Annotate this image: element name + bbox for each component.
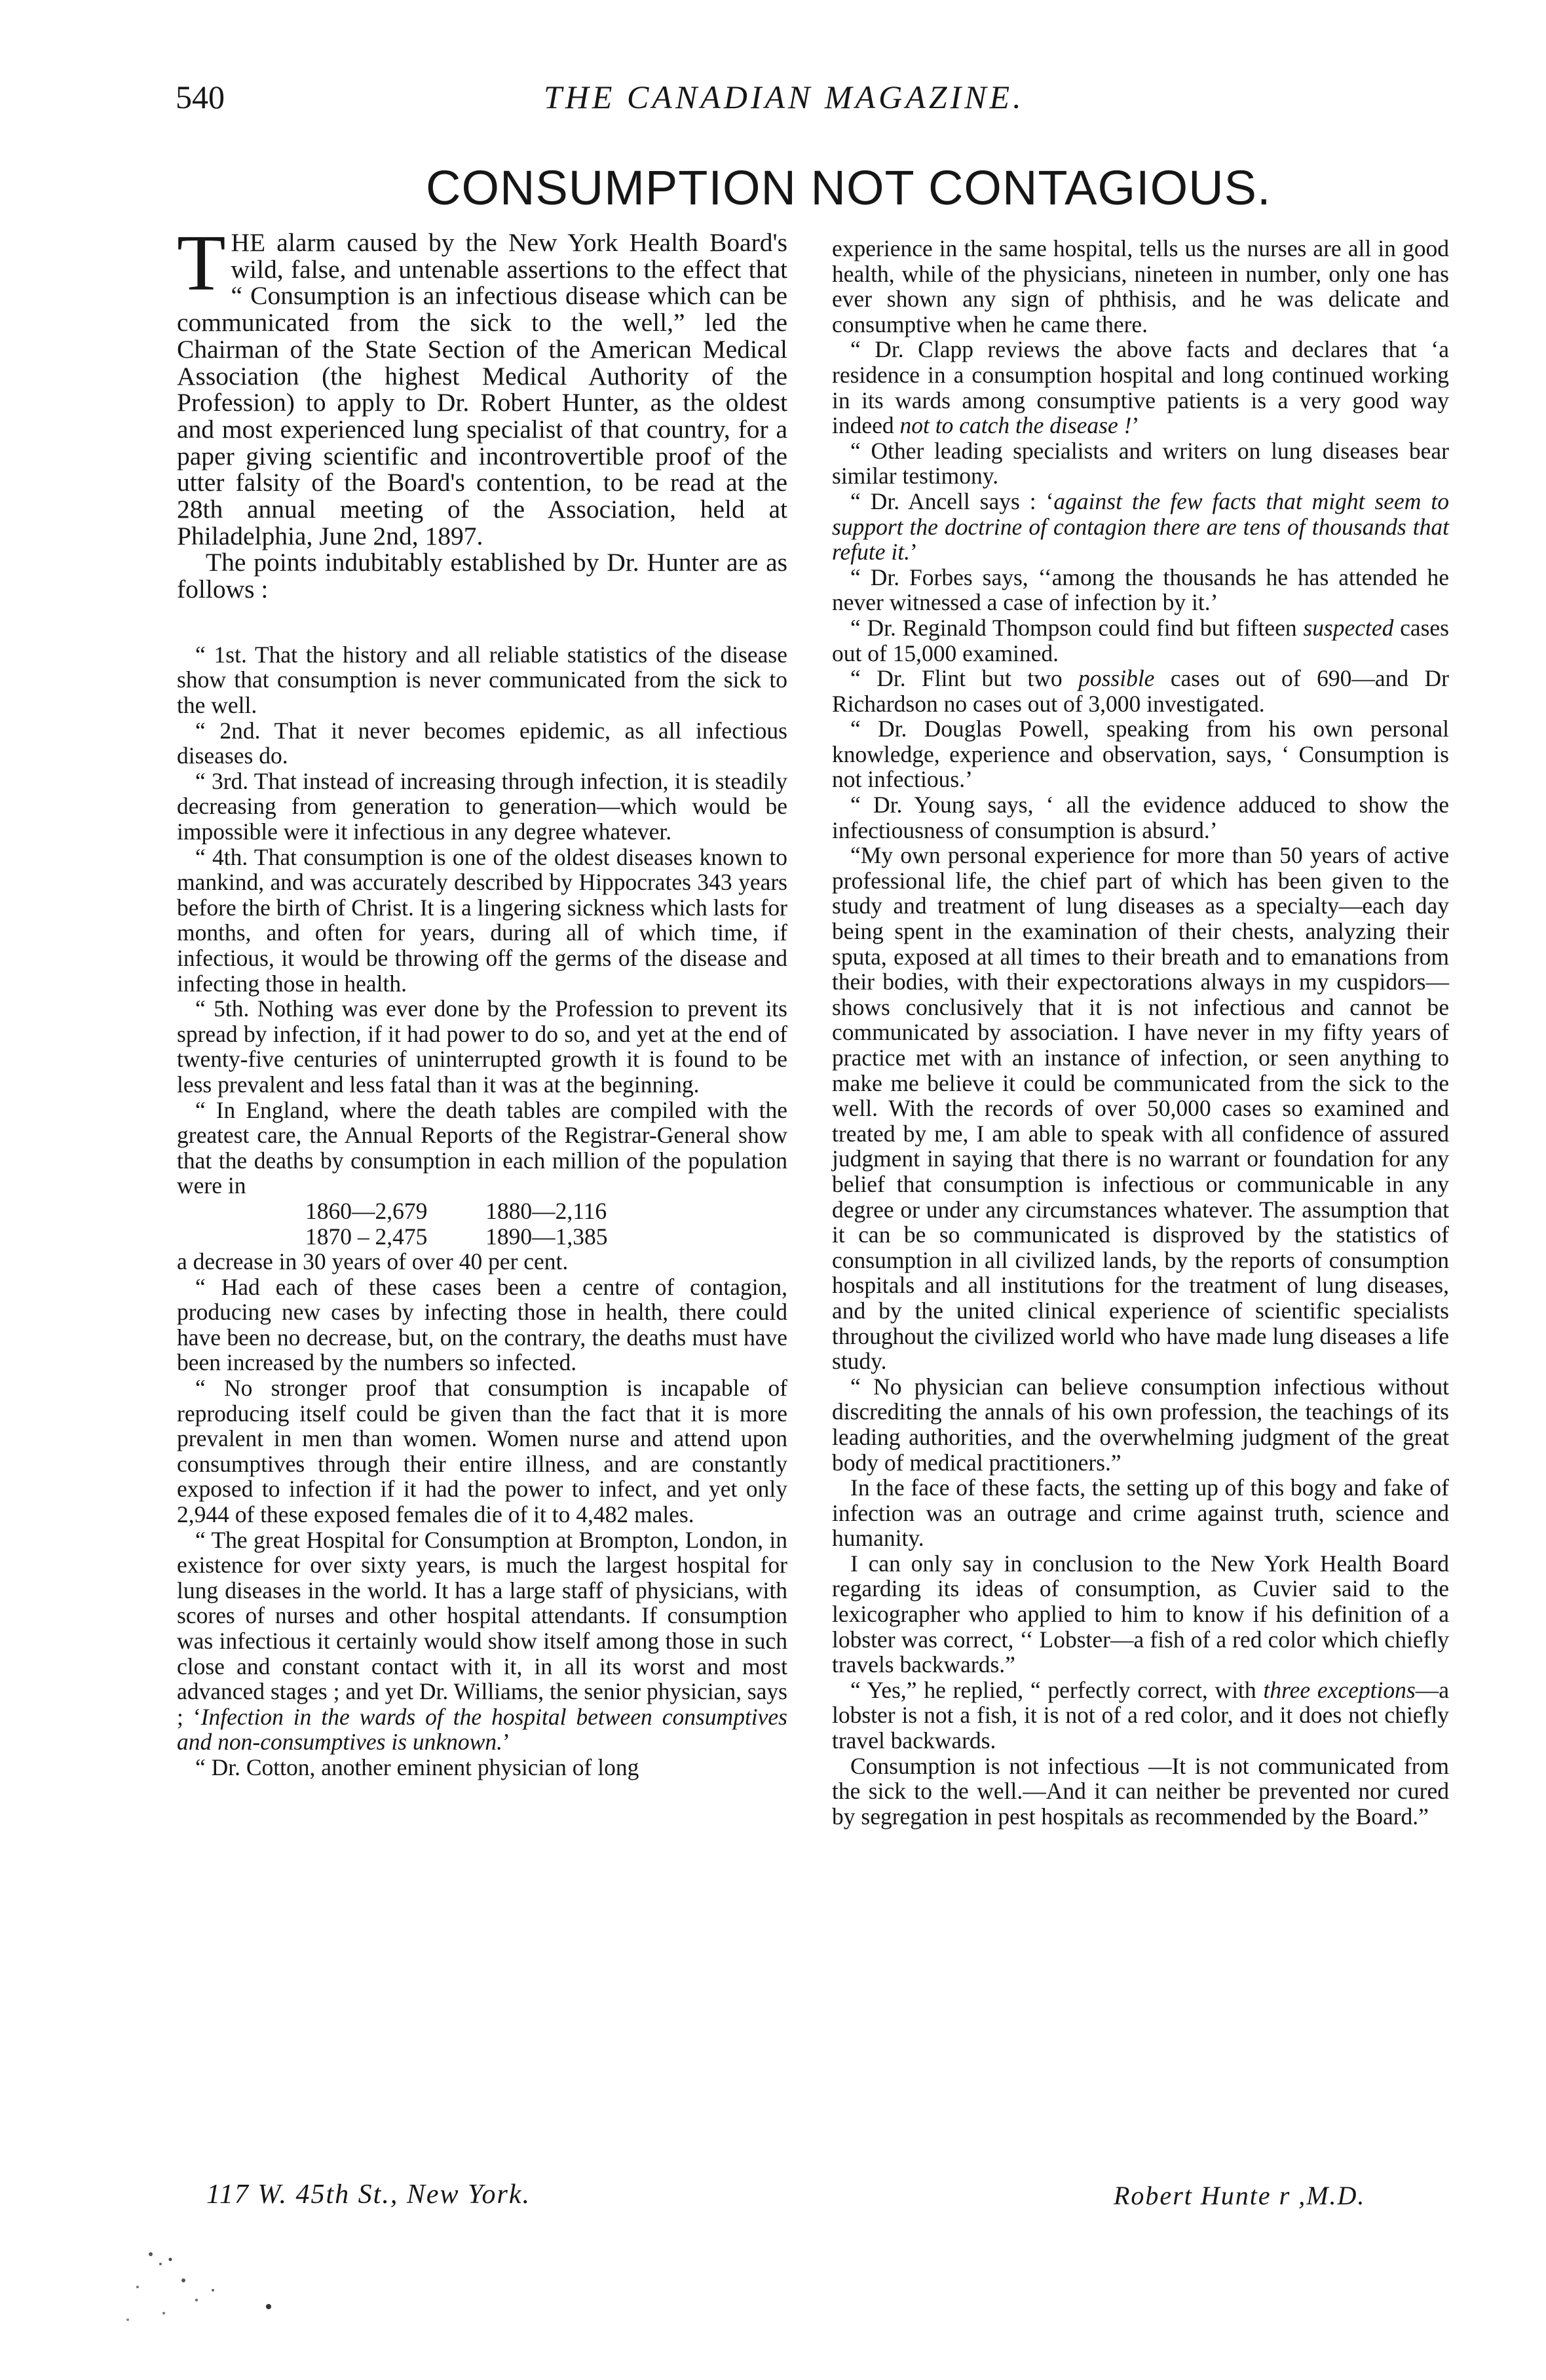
lobster-text: “ Yes,” he replied, “ perfectly correct, with [850, 1676, 1264, 1703]
specialists-paragraph: “ Other leading specialists and writers on lung diseases bear similar testimony. [832, 437, 1449, 489]
point-1: “ 1st. That the history and all reliable statistics of the disease show that consumption is never communicated from the sick to the well. [177, 641, 787, 719]
final-paragraph: Consumption is not infectious —It is not communicated from the sick to the well.—And it can neither be prevented nor cured by segregation in pest hospitals as recommended by the Board.” [832, 1752, 1449, 1830]
conclusion-paragraph: I can only say in conclusion to the New York Health Board regarding its ideas of consumption, as Cuvier said to the lexicographer who applied to him to know if his definition of a lobster was correct, ‘‘ Lobster—a fish of a red color which chiefly travels backwards.” [832, 1550, 1449, 1678]
england-paragraph: “ In England, where the death tables are compiled with the greatest care, the Annual Reports of the Registrar-General show that the deaths by consumption in each million of the population were in [177, 1096, 787, 1199]
intro-text: HE alarm caused by the New York Health Board's wild, false, and untenable assertions to the effect that “ Consumption is an infectious disease which can be communicated from the sick to the well,” led the Chairman of the State Section of the American Medical Association (the highest Medical Authority of the Profession) to apply to Dr. Robert Hunter, as the oldest and most experienced lung specialist of that country, for a paper giving scientific and incontrovertible proof of the utter falsity of the Board's contention, to be read at the 28th annual meeting of the Association, held at Philadelphia, June 2nd, 1897. [177, 228, 787, 550]
flint-text: “ Dr. Flint but two [850, 665, 1079, 692]
forbes-paragraph: “ Dr. Forbes says, ‘‘among the thousands he has attended he never witnessed a case of infection by it.’ [832, 564, 1449, 616]
powell-paragraph: “ Dr. Douglas Powell, speaking from his own personal knowledge, experience and observation, says, ‘ Consumption is not infectious.’ [832, 716, 1449, 793]
page-number: 540 [176, 79, 225, 115]
quote-close: ’ [1131, 412, 1140, 439]
quote-close: ’ [909, 539, 918, 566]
lobster-paragraph [832, 1678, 1449, 1754]
author-signature: Robert Hunte r ,M.D. [1114, 2181, 1366, 2210]
point-2: “ 2nd. That it never becomes epidemic, as all infectious diseases do. [177, 717, 787, 769]
flint-italic: possible [1078, 665, 1155, 692]
drop-cap: T [177, 219, 226, 307]
brompton-text: “ The great Hospital for Consumption at Brompton, London, in existence for over sixty years, is much the largest hospital for lung diseases in the world. It has a large staff of physicians, with scores of nurses and other hospital attendants. If consumption was infectious it certainly would show itself among those in such close and constant contact with it, in all its worst and most advanced stages ; and yet Dr. Williams, the senior physician, says ; ‘ [177, 1526, 787, 1730]
author-address: 117 W. 45th St., New York. [206, 2179, 531, 2210]
point-4: “ 4th. That consumption is one of the oldest diseases known to mankind, and was accurately described by Hippocrates 343 years before the birth of Christ. It is a lingering sickness which lasts for months, and often for years, during all of which time, if infectious, it would be throwing off the germs of the disease and infecting those in health. [177, 843, 787, 997]
decrease-line: a decrease in 30 years of over 40 per cent. [177, 1248, 569, 1275]
death-table-row-2: 1870 – 2,475 1890—1,385 [305, 1223, 608, 1250]
right-column [832, 236, 1449, 1829]
print-specks [98, 2241, 426, 2359]
thompson-italic: suspected [1303, 614, 1394, 641]
flint-text-end: cases out of 690—and Dr Richardson no cases out of 3,000 investigated. [832, 665, 1449, 717]
ancell-text: “ Dr. Ancell says : ‘ [850, 488, 1054, 514]
left-column [177, 219, 788, 1780]
intro-paragraph [177, 219, 787, 550]
young-paragraph: “ Dr. Young says, ‘ all the evidence adduced to show the infectiousness of consumption is absurd.’ [832, 792, 1449, 843]
ancell-italic: against the few facts that might seem to support the doctrine of contagion there are tens of thousands that refute it. [832, 488, 1449, 566]
cotton-paragraph: “ Dr. Cotton, another eminent physician of long [195, 1754, 639, 1780]
flint-paragraph [832, 666, 1449, 716]
clapp-paragraph [832, 337, 1449, 438]
thompson-text: “ Dr. Reginald Thompson could find but fifteen [850, 614, 1304, 641]
contagion-paragraph: “ Had each of these cases been a centre of contagion, producing new cases by infecting those in health, there could have been no decrease, but, on the contrary, the deaths must have been increased by the numbers so infected. [177, 1273, 787, 1376]
death-table-row-1: 1860—2,679 1880—2,116 [305, 1197, 607, 1224]
thompson-paragraph [832, 615, 1449, 666]
proof-paragraph: “ No stronger proof that consumption is incapable of reproducing itself could be given than the fact that it is more prevalent in men than women. Women nurse and attend upon consumptives through their entire illness, and are constantly exposed to infection if it had the power to infect, and yet only 2,944 of these exposed females die of it to 4,482 males. [177, 1375, 787, 1528]
running-head: THE CANADIAN MAGAZINE. [544, 79, 1025, 115]
point-3: “ 3rd. That instead of increasing through infection, it is steadily decreasing from generation to generation—which would be impossible were it infectious in any degree whatever. [177, 767, 787, 845]
point-5: “ 5th. Nothing was ever done by the Profession to prevent its spread by infection, if it had power to do so, and yet at the end of twenty-five centuries of uninterrupted growth it is found to be less prevalent and less fatal than it was at the beginning. [177, 995, 787, 1098]
brompton-paragraph [177, 1527, 787, 1755]
article-title: CONSUMPTION NOT CONTAGIOUS. [426, 161, 1272, 215]
section-gap [177, 603, 787, 642]
lobster-italic: three exceptions [1263, 1676, 1416, 1703]
physician-paragraph: “ No physician can believe consumption infectious without discrediting the annals of his own profession, the teachings of its leading authorities, and the overwhelming judgment of the great body of medical practitioners.” [832, 1373, 1449, 1476]
williams-quote: Infection in the wards of the hospital between consumptives and non-consumptives is unknown. [177, 1703, 788, 1756]
ancell-paragraph [832, 489, 1449, 565]
points-intro: The points indubitably established by Dr. Hunter are as follows : [177, 548, 787, 604]
experience-paragraph: “My own personal experience for more than 50 years of active professional life, the chief part of which has been given to the study and treatment of lung diseases as a specialty—each day being spent in the examination of their chests, analyzing their sputa, exposed at all times to their breath and to emanations from their bodies, with their expectorations always in my cuspidors—shows conclusively that it is not infectious and cannot be communicated by association. I have never in my fifty years of practice met with an instance of infection, or seen anything to make me believe it could be communicated from the sick to the well. With the records of over 50,000 cases so examined and treated by me, I am able to speak with all confidence of assured judgment in saying that there is no warrant or foundation for any belief that consumption is infectious or communicable in any degree or under any circumstances whatever. The assumption that it can be so communicated is disproved by the statistics of consumption in all civilized lands, by the reports of consumption hospitals and all institutions for the treatment of lung diseases, and by the united clinical experience of scientific specialists throughout the civilized world who have made lung diseases a life study. [832, 842, 1449, 1375]
clapp-italic: not to catch the disease ! [899, 412, 1132, 439]
lobster-text-end: —a lobster is not a fish, it is not of a red color, and it does not chiefly travel backwards. [832, 1676, 1449, 1754]
clapp-text: “ Dr. Clapp reviews the above facts and declares that ‘a residence in a consumption hospital and long continued working in its wards among consumptive patients is a very good way indeed [832, 336, 1449, 439]
cotton-continued: experience in the same hospital, tells us the nurses are all in good health, while of the physicians, nineteen in number, only one has ever shown any sign of phthisis, and he was delicate and consumptive when he came there. [832, 235, 1449, 337]
facts-paragraph: In the face of these facts, the setting up of this bogy and fake of infection was an outrage and crime against truth, science and humanity. [832, 1474, 1449, 1552]
quote-close: ’ [502, 1729, 510, 1756]
thompson-text-end: cases out of 15,000 examined. [832, 614, 1449, 666]
